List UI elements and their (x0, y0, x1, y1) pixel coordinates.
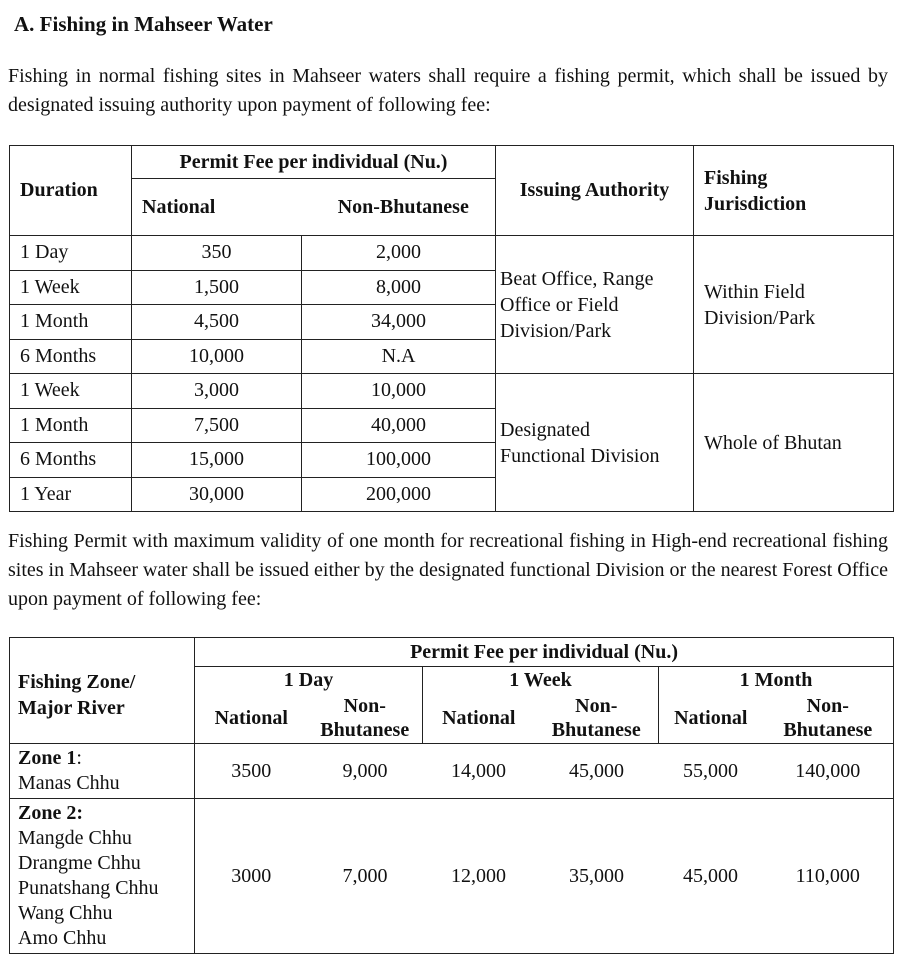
permit-fee-table (9, 145, 894, 512)
jurisdiction-cell (694, 374, 894, 512)
jurisdiction-line: Division/Park (704, 306, 816, 329)
header-1-day: 1 Day (195, 667, 423, 694)
zone-row (10, 799, 894, 954)
non-bhutanese-fee-cell: 100,000 (302, 443, 496, 478)
fee-cell: 3000 (195, 799, 308, 954)
high-end-paragraph: Fishing Permit with maximum validity of one month for recreational fishing in High-end recreational fishing sites in Mahseer water shall be issued either by the designated functional Division or the nearest Forest Office upon payment of following fee: (8, 530, 888, 610)
header-zone-line1: Fishing Zone/ (18, 670, 136, 693)
header-national: National (132, 179, 302, 236)
fee-cell: 14,000 (423, 744, 535, 799)
jurisdiction-line: Within Field (704, 280, 805, 303)
header-jurisdiction-line2: Jurisdiction (704, 192, 807, 215)
national-fee-cell: 4,500 (132, 305, 302, 340)
issuing-authority-cell (496, 374, 694, 512)
header-zone-line2: Major River (18, 696, 125, 719)
header-month-non-bhutanese (763, 693, 894, 744)
non-bhutanese-fee-cell: 34,000 (302, 305, 496, 340)
duration-cell: 6 Months (10, 443, 132, 478)
river-name: Manas Chhu (18, 772, 120, 794)
zone-label (18, 801, 194, 826)
non-bhutanese-fee-cell: 200,000 (302, 477, 496, 512)
header-permit-fee-2: Permit Fee per individual (Nu.) (195, 638, 894, 667)
national-fee-cell: 15,000 (132, 443, 302, 478)
duration-cell: 1 Month (10, 305, 132, 340)
non-line2: Bhutanese (783, 719, 873, 741)
jurisdiction-line: Whole of Bhutan (704, 431, 842, 454)
jurisdiction-cell (694, 236, 894, 374)
non-line1: Non- (575, 695, 618, 717)
national-fee-cell: 1,500 (132, 270, 302, 305)
fee-cell: 9,000 (308, 744, 423, 799)
header-1-week: 1 Week (423, 667, 659, 694)
fee-cell: 45,000 (659, 799, 763, 954)
header-day-non-bhutanese (308, 693, 423, 744)
header-week-non-bhutanese (535, 693, 659, 744)
fee-cell: 3500 (195, 744, 308, 799)
non-line2: Bhutanese (320, 719, 410, 741)
zone-label-name: Zone 2: (18, 802, 83, 824)
zone-label-suffix: : (76, 747, 82, 769)
fee-cell: 7,000 (308, 799, 423, 954)
duration-cell: 1 Week (10, 374, 132, 409)
fee-cell: 140,000 (763, 744, 894, 799)
non-bhutanese-fee-cell: 2,000 (302, 236, 496, 271)
fee-cell: 12,000 (423, 799, 535, 954)
authority-line: Functional Division (500, 444, 660, 467)
header-fishing-jurisdiction (694, 146, 894, 236)
non-line1: Non- (806, 695, 849, 717)
header-jurisdiction-line1: Fishing (704, 166, 768, 189)
non-line2: Bhutanese (551, 719, 641, 741)
zone-row (10, 744, 894, 799)
non-bhutanese-fee-cell: 10,000 (302, 374, 496, 409)
river-name: Amo Chhu (18, 927, 107, 949)
authority-line: Beat Office, Range (500, 267, 654, 290)
duration-cell: 1 Year (10, 477, 132, 512)
duration-cell: 1 Month (10, 408, 132, 443)
non-bhutanese-fee-cell: 40,000 (302, 408, 496, 443)
national-fee-cell: 350 (132, 236, 302, 271)
issuing-authority-cell (496, 236, 694, 374)
intro-paragraph: Fishing in normal fishing sites in Mahseer waters shall require a fishing permit, which shall be issued by designated issuing authority upon payment of following fee: (8, 65, 888, 116)
header-non-bhutanese: Non-Bhutanese (302, 179, 496, 236)
section-heading: A. Fishing in Mahseer Water (14, 12, 273, 36)
duration-cell: 1 Day (10, 236, 132, 271)
zone-cell (10, 744, 195, 799)
zone-label (18, 746, 194, 771)
national-fee-cell: 10,000 (132, 339, 302, 374)
river-name: Punatshang Chhu (18, 877, 159, 899)
non-line1: Non- (343, 695, 386, 717)
non-bhutanese-fee-cell: 8,000 (302, 270, 496, 305)
river-name: Drangme Chhu (18, 852, 141, 874)
header-month-national: National (659, 693, 763, 744)
fee-cell: 55,000 (659, 744, 763, 799)
header-fishing-zone (10, 638, 195, 744)
header-issuing-authority: Issuing Authority (496, 146, 694, 236)
zone-label-name: Zone 1 (18, 747, 77, 769)
header-week-national: National (423, 693, 535, 744)
fee-cell: 35,000 (535, 799, 659, 954)
authority-line: Division/Park (500, 319, 612, 342)
authority-line: Office or Field (500, 293, 619, 316)
header-day-national: National (195, 693, 308, 744)
table-row (10, 374, 894, 409)
national-fee-cell: 7,500 (132, 408, 302, 443)
river-name: Wang Chhu (18, 902, 113, 924)
authority-line: Designated (500, 418, 590, 441)
non-bhutanese-fee-cell: N.A (302, 339, 496, 374)
header-duration: Duration (10, 146, 132, 236)
table-row (10, 236, 894, 271)
duration-cell: 1 Week (10, 270, 132, 305)
fee-cell: 45,000 (535, 744, 659, 799)
river-name: Mangde Chhu (18, 827, 132, 849)
national-fee-cell: 30,000 (132, 477, 302, 512)
header-permit-fee: Permit Fee per individual (Nu.) (132, 146, 496, 179)
national-fee-cell: 3,000 (132, 374, 302, 409)
zone-cell (10, 799, 195, 954)
high-end-fee-table (9, 637, 894, 954)
fee-cell: 110,000 (763, 799, 894, 954)
header-1-month: 1 Month (659, 667, 894, 694)
duration-cell: 6 Months (10, 339, 132, 374)
